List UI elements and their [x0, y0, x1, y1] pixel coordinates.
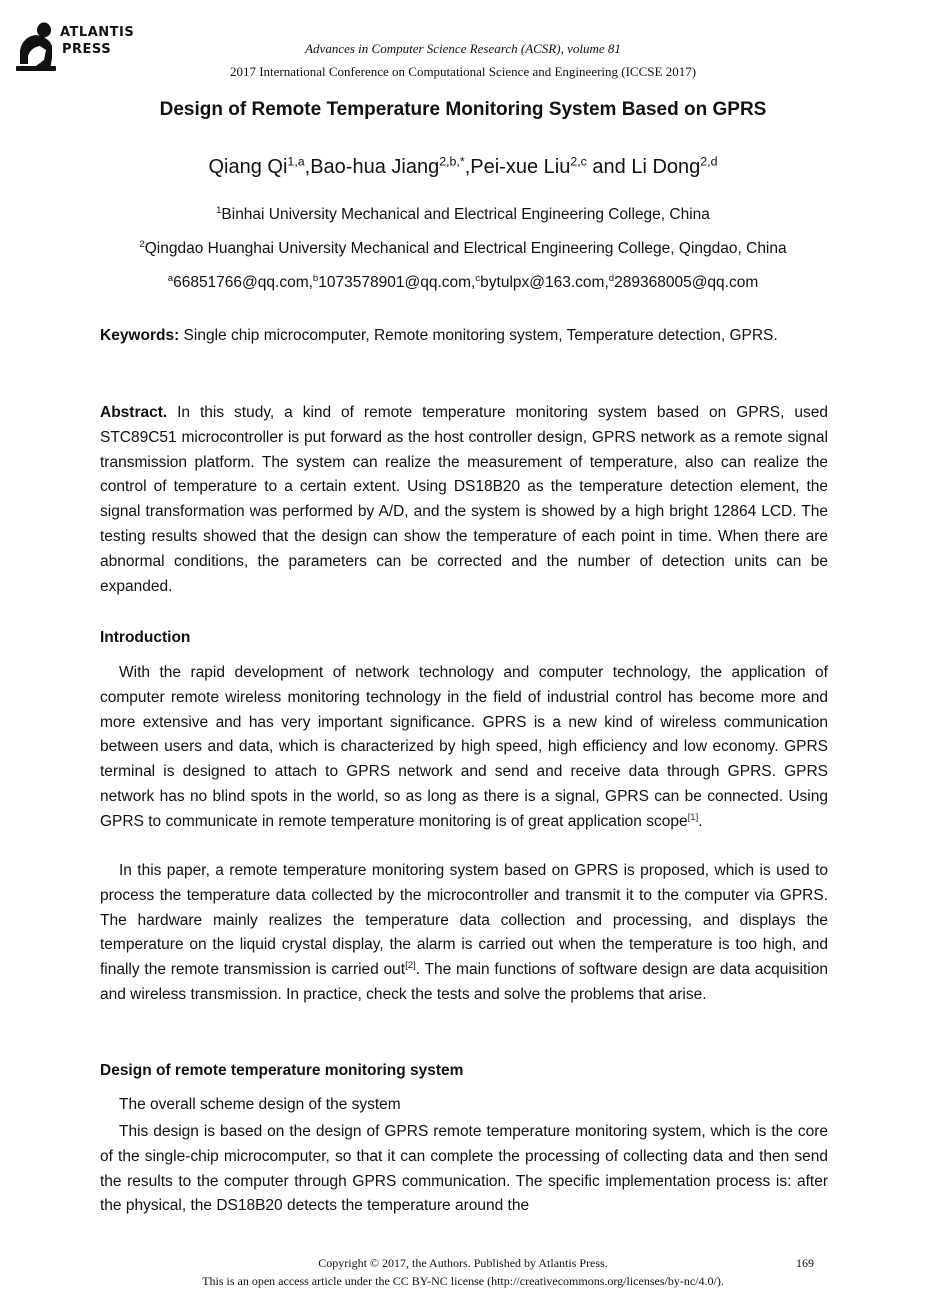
- author-sup: 1,a: [287, 154, 305, 169]
- abstract-text: In this study, a kind of remote temperature monitoring system based on GPRS, used STC89C51 microcontroller is put forward as the host controller design, GPRS network as a remote signal transmission platform. The system can realize the measurement of temperature, also can realize the control of temperature to a certain extent. Using DS18B20 as the temperature detection element, the signal transformation was performed by A/D, and the system is showed by a high bright 12864 LCD. The testing results showed that the design can show the temperature of each point in time. When there are abnormal conditions, the parameters can be corrected and the number of detection units can be expanded.: [100, 404, 828, 595]
- affiliation-text: Binhai University Mechanical and Electrical Engineering College, China: [221, 206, 710, 223]
- intro-p1-text: With the rapid development of network technology and computer technology, the application of computer remote wireless monitoring technology in the field of industrial control has become more and more extensive and has very important significance. GPRS is a new kind of wireless communication between users and data, which is characterized by high speed, high efficiency and low economy. GPRS terminal is designed to attach to GPRS network and send and receive data through GPRS. GPRS network has no blind spots in the world, so as long as there is a signal, GPRS can be connected. Using GPRS to communicate in remote temperature monitoring is of great application scope: [100, 664, 828, 830]
- intro-p2-end: . The main functions of software design are data acquisition and wireless transmission. In practice, check the tests and solve the problems that arise.: [100, 961, 828, 1003]
- email-sup: c: [475, 273, 481, 285]
- author-list: [0, 156, 926, 179]
- author-name: Qiang Qi: [208, 156, 288, 178]
- footer-license: This is an open access article under the CC BY-NC license (http://creativecommons.org/licenses/by-nc/4.0/).: [202, 1274, 724, 1288]
- email-link[interactable]: 66851766@qq.com: [173, 274, 309, 291]
- author-name: Pei-xue Liu: [470, 156, 571, 178]
- affiliation-text: Qingdao Huanghai University Mechanical and Electrical Engineering College, Qingdao, China: [144, 240, 787, 257]
- author-name: Bao-hua Jiang: [310, 156, 440, 178]
- author-sep: and: [586, 156, 632, 178]
- author-sup: 2,c: [570, 154, 587, 169]
- footer-copyright: Copyright © 2017, the Authors. Published by Atlantis Press.: [318, 1256, 608, 1270]
- abstract-label: Abstract.: [100, 404, 168, 421]
- author-name: Li Dong: [631, 156, 701, 178]
- keywords-label: Keywords:: [100, 327, 180, 344]
- email-link[interactable]: 289368005@qq.com: [614, 274, 759, 291]
- design-paragraph-1: This design is based on the design of GPRS remote temperature monitoring system, which is the core of the single-chip microcomputer, so that it can complete the processing of collecting data and then send the results to the computer through GPRS communication. The specific implementation process is: after the physical, the DS18B20 detects the temperature around the: [100, 1123, 828, 1215]
- email-link[interactable]: bytulpx@163.com: [480, 274, 605, 291]
- email-sep: ,: [471, 274, 476, 291]
- email-sup: d: [608, 273, 615, 285]
- abstract-paragraph: [100, 401, 828, 599]
- email-sup: a: [167, 273, 174, 285]
- intro-p2-text: In this paper, a remote temperature monitoring system based on GPRS is proposed, which is used to process the temperature data collected by the microcontroller and transmit it to the computer via GPRS. The hardware mainly realizes the temperature data collection and processing, and displays the temperature on the liquid crystal display, the alarm is carried out when the temperature is too high, and finally the remote transmission is carried out: [100, 862, 828, 979]
- citation-ref[interactable]: [1]: [687, 812, 699, 824]
- conference-header: 2017 International Conference on Computational Science and Engineering (ICCSE 2017): [229, 64, 697, 79]
- author-sup: 2,b,*: [439, 154, 465, 169]
- email-link[interactable]: 1073578901@qq.com: [318, 274, 472, 291]
- keywords-text: Single chip microcomputer, Remote monitoring system, Temperature detection, GPRS.: [179, 327, 778, 344]
- author-sep: ,: [304, 156, 311, 178]
- email-list: [0, 274, 926, 292]
- citation-ref[interactable]: [2]: [405, 960, 416, 972]
- email-sup: b: [312, 273, 319, 285]
- email-sep: ,: [604, 274, 609, 291]
- affiliation-sup: 1: [216, 205, 222, 217]
- intro-p1-end: .: [698, 812, 703, 830]
- email-sep: ,: [308, 274, 313, 291]
- keywords-paragraph: [100, 324, 828, 349]
- affiliation-1: [0, 206, 926, 224]
- section-heading-introduction: Introduction: [100, 629, 191, 646]
- paper-title: Design of Remote Temperature Monitoring System Based on GPRS: [159, 99, 767, 120]
- intro-paragraph-2: [100, 859, 828, 1008]
- author-sup: 2,d: [700, 154, 718, 169]
- author-sep: ,: [464, 156, 471, 178]
- journal-header: Advances in Computer Science Research (ACSR), volume 81: [305, 41, 621, 56]
- affiliation-sup: 2: [139, 239, 145, 251]
- logo-line-1: ATLANTIS: [60, 25, 135, 40]
- subsection-heading: The overall scheme design of the system: [119, 1096, 401, 1113]
- section-heading-design: Design of remote temperature monitoring system: [100, 1062, 464, 1079]
- affiliation-2: [0, 240, 926, 258]
- intro-paragraph-1: [100, 661, 828, 835]
- page-number: 169: [796, 1256, 814, 1270]
- logo-line-2: PRESS: [62, 42, 112, 57]
